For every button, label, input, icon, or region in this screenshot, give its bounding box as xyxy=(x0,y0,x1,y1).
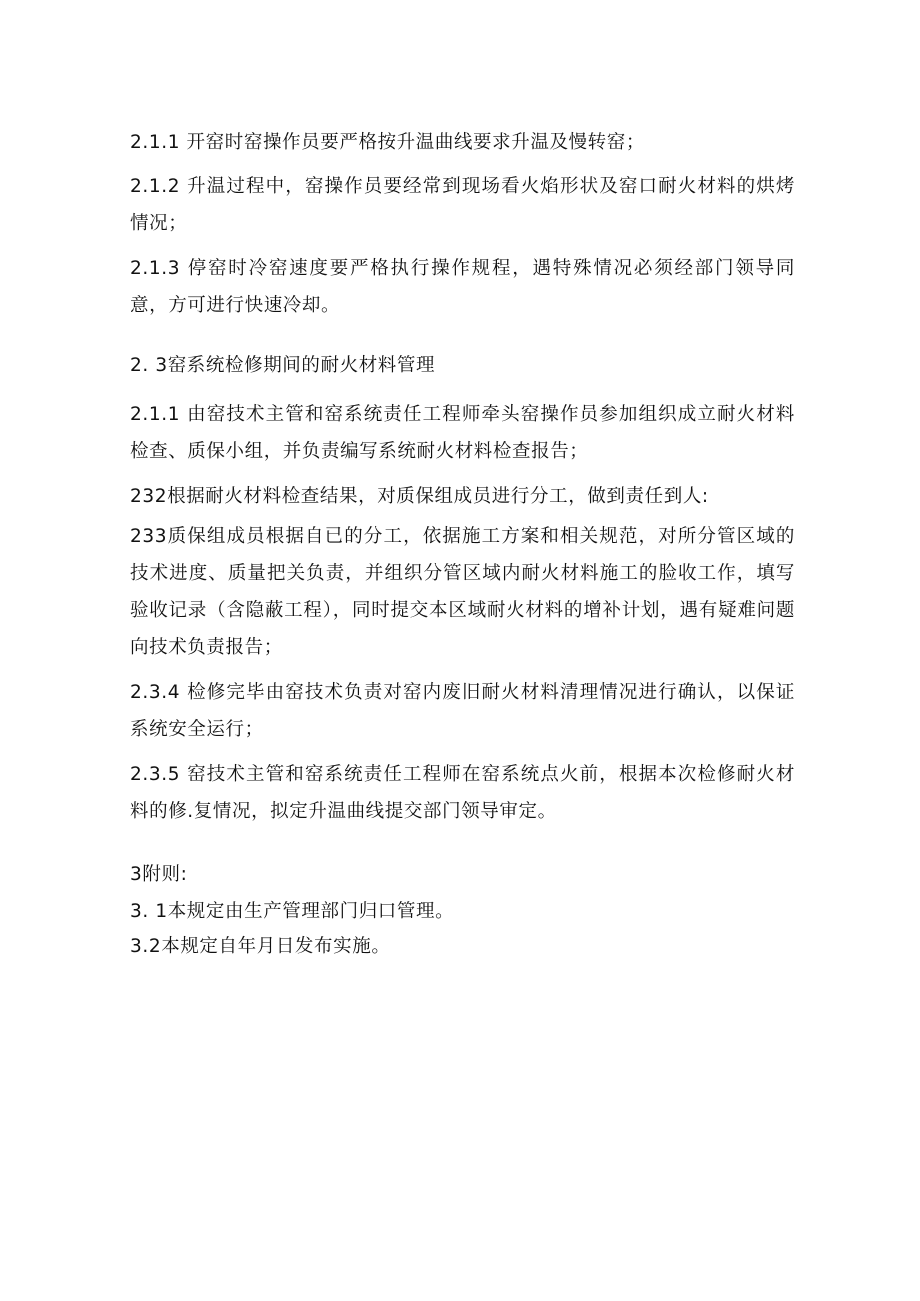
clause-3-1: 3. 1本规定由生产管理部门归口管理。 xyxy=(130,901,455,922)
clause-2-1-3: 2.1.3 停窑时冷窑速度要严格执行操作规程，遇特殊情况必须经部门领导同意，方可进行快速冷却。 xyxy=(130,258,795,316)
clause-2-3-5: 2.3.5 窑技术主管和窑系统责任工程师在窑系统点火前，根据本次检修耐火材料的修.复情况，拟定升温曲线提交部门领导审定。 xyxy=(130,764,795,822)
clause-2-3-1: 2.1.1 由窑技术主管和窑系统责任工程师牵头窑操作员参加组织成立耐火材料检查、质保小组，并负责编写系统耐火材料检查报告； xyxy=(130,404,795,462)
section-3-heading: 3附则: xyxy=(130,864,188,885)
clause-2-3-4: 2.3.4 检修完毕由窑技术负责对窑内废旧耐火材料清理情况进行确认，以保证系统安全运行； xyxy=(130,682,795,740)
clause-2-3-3: 233质保组成员根据自已的分工，依据施工方案和相关规范，对所分管区域的技术进度、质量把关负责，并组织分管区域内耐火材料施工的脸收工作，填写验收记录（含隐蔽工程），同时提交本区域耐火材料的增补计划，遇有疑难问题向技术负责报告； xyxy=(130,526,795,658)
clause-2-1-1: 2.1.1 开窑时窑操作员要严格按升温曲线要求升温及慢转窑； xyxy=(130,132,645,153)
clause-2-3-2: 232根据耐火材料检查结果，对质保组成员进行分工，做到责任到人: xyxy=(130,486,709,507)
section-2-3-heading: 2. 3窑系统检修期间的耐火材料管理 xyxy=(130,355,436,376)
clause-2-1-2: 2.1.2 升温过程中，窑操作员要经常到现场看火焰形状及窑口耐火材料的烘烤情况； xyxy=(130,176,795,234)
clause-3-2: 3.2本规定自年月日发布实施。 xyxy=(130,936,391,957)
